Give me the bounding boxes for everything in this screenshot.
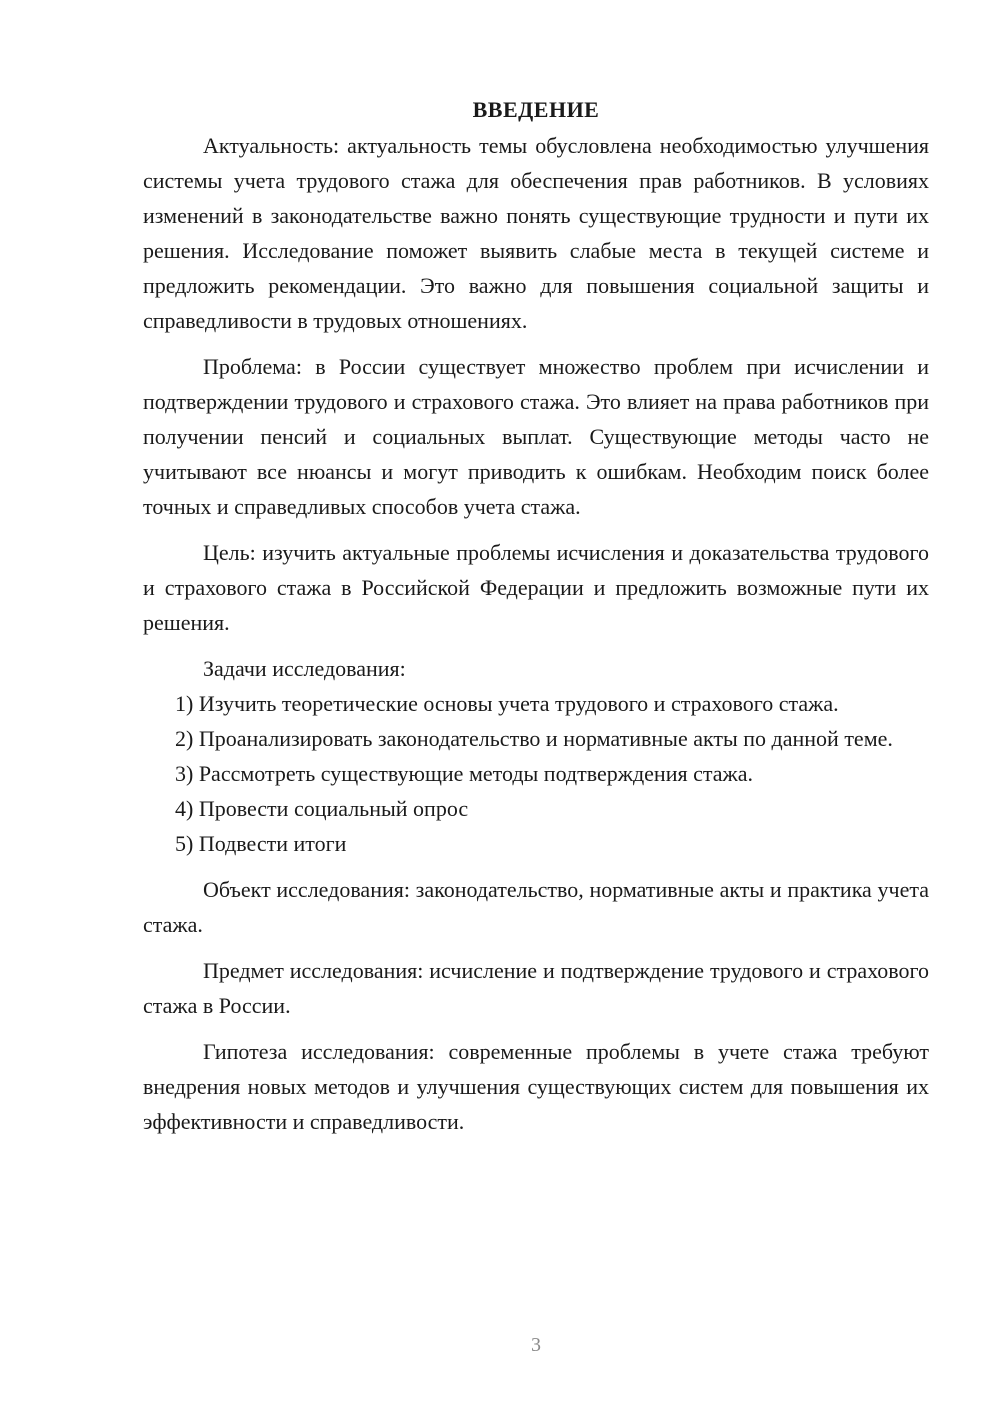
- task-item-5: 5) Подвести итоги: [175, 831, 347, 856]
- document-page: [143, 92, 929, 1292]
- task-item-3: 3) Рассмотреть существующие методы подтверждения стажа.: [175, 761, 753, 786]
- task-item-4: 4) Провести социальный опрос: [175, 796, 469, 821]
- paragraph-object: Объект исследования: законодательство, нормативные акты и практика учета стажа.: [143, 877, 929, 937]
- paragraph-tasks-heading: Задачи исследования:: [203, 656, 406, 681]
- paragraph-hypothesis: Гипотеза исследования: современные проблемы в учете стажа требуют внедрения новых методов и улучшения существующих систем для повышения их эффективности и справедливости.: [143, 1039, 929, 1134]
- page-number: 3: [531, 1334, 541, 1356]
- task-item-2: 2) Проанализировать законодательство и нормативные акты по данной теме.: [175, 726, 893, 751]
- task-item-1: 1) Изучить теоретические основы учета трудового и страхового стажа.: [175, 691, 839, 716]
- paragraph-relevance: Актуальность: актуальность темы обусловлена необходимостью улучшения системы учета трудового стажа для обеспечения прав работников. В условиях изменений в законодательстве важно понять существующие трудности и пути их решения. Исследование поможет выявить слабые места в текущей системе и предложить рекомендации. Это важно для повышения социальной защиты и справедливости в трудовых отношениях.: [143, 133, 929, 333]
- paragraph-goal: Цель: изучить актуальные проблемы исчисления и доказательства трудового и страхового стажа в Российской Федерации и предложить возможные пути их решения.: [143, 540, 929, 635]
- paragraph-subject: Предмет исследования: исчисление и подтверждение трудового и страхового стажа в России.: [143, 958, 929, 1018]
- section-title: ВВЕДЕНИЕ: [472, 97, 600, 122]
- paragraph-problem: Проблема: в России существует множество проблем при исчислении и подтверждении трудового и страхового стажа. Это влияет на права работников при получении пенсий и социальных выплат. Существующие методы часто не учитывают все нюансы и могут приводить к ошибкам. Необходим поиск более точных и справедливых способов учета стажа.: [143, 354, 929, 519]
